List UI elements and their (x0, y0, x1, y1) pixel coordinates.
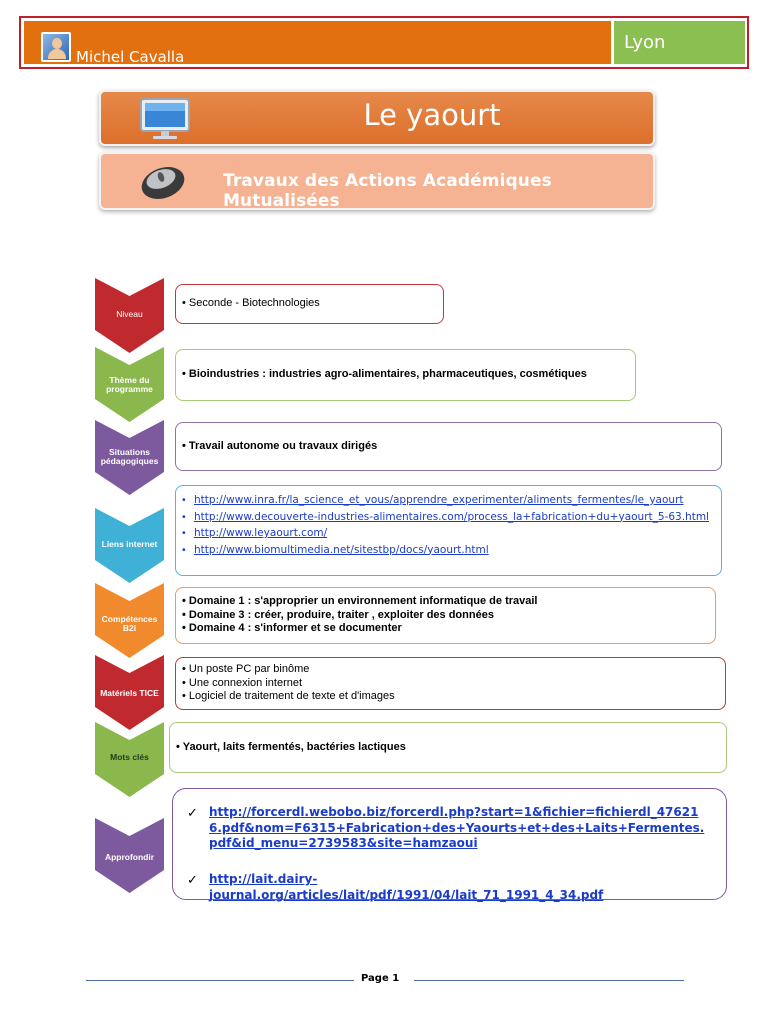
competence-line: • Domaine 1 : s'approprier un environnement informatique de travail (182, 595, 538, 607)
check-icon: ✓ (187, 872, 198, 887)
chevron-label: Thème du programme (106, 375, 153, 394)
materiel-line: • Logiciel de traitement de texte et d'images (182, 690, 395, 702)
chevron-label: Situations pédagogiques (100, 447, 159, 466)
chevron-label: Mots clés (110, 752, 149, 762)
mots-cles-box (169, 722, 727, 773)
page-header (19, 16, 749, 69)
page-title: Le yaourt (363, 98, 501, 132)
theme-box (175, 349, 636, 401)
link-item: • http://www.leyaourt.com/ (182, 527, 328, 539)
chevron-liens (95, 508, 164, 583)
competences-box (175, 587, 716, 644)
mots-cles-text: • Yaourt, laits fermentés, bactéries lactiques (176, 741, 406, 753)
link-item: • http://www.inra.fr/la_science_et_vous/apprendre_experimenter/aliments_fermentes/le_yaourt (182, 494, 684, 506)
approfondir-box (172, 788, 727, 900)
chevron-competences (95, 583, 164, 658)
author-name: Michel Cavalla (76, 48, 185, 66)
chevron-materiels (95, 655, 164, 730)
link-biomultimedia[interactable]: http://www.biomultimedia.net/sitestbp/docs/yaourt.html (194, 543, 489, 556)
page-subtitle: Travaux des Actions Académiques Mutualisées (223, 171, 552, 211)
chevron-theme (95, 347, 164, 422)
footer-rule-left (86, 980, 354, 981)
materiel-line: • Un poste PC par binôme (182, 663, 310, 675)
chevron-label: Niveau (116, 309, 143, 319)
link-item: • http://www.biomultimedia.net/sitestbp/docs/yaourt.html (182, 543, 489, 556)
link-list (182, 492, 709, 558)
link-dairy-journal[interactable]: http://lait.dairy-journal.org/articles/lait/pdf/1991/04/lait_71_1991_4_34.pdf (209, 872, 604, 902)
theme-text: • Bioindustries : industries agro-alimentaires, pharmaceutiques, cosmétiques (182, 368, 587, 380)
avatar (41, 32, 71, 62)
footer-rule-right (414, 980, 684, 981)
chevron-label: Matériels TICE (100, 688, 159, 698)
link-forcerdl[interactable]: http://forcerdl.webobo.biz/forcerdl.php?start=1&fichier=fichierdl_476216.pdf&nom=F6315+Fabrication+des+Yaourts+et+des+Laits+Fermentes.pdf&id_menu=2739583&site=hamzaoui (209, 805, 705, 850)
header-city-band (614, 21, 745, 64)
check-icon: ✓ (187, 805, 198, 820)
chevron-situations (95, 420, 164, 495)
subtitle-banner (99, 152, 655, 210)
chevron-label: Compétences B2i (101, 614, 158, 633)
header-author-band (24, 21, 611, 64)
city-name: Lyon (624, 32, 666, 53)
situations-box (175, 422, 722, 471)
mouse-icon (139, 163, 187, 201)
competence-line: • Domaine 4 : s'informer et se documenter (182, 622, 402, 634)
materiel-line: • Une connexion internet (182, 676, 303, 689)
liens-box (175, 485, 722, 576)
chevron-niveau (95, 278, 164, 353)
link-inra[interactable]: http://www.inra.fr/la_science_et_vous/apprendre_experimenter/aliments_fermentes/le_yaourt (194, 494, 684, 506)
chevron-label: Liens internet (101, 539, 158, 549)
link-item: • http://www.decouverte-industries-alimentaires.com/process_la+fabrication+du+yaourt_5-63.html (182, 510, 709, 523)
chevron-mots-cles (95, 722, 164, 797)
title-banner (99, 90, 655, 146)
situations-text: • Travail autonome ou travaux dirigés (182, 440, 378, 452)
link-decouverte[interactable]: http://www.decouverte-industries-alimentaires.com/process_la+fabrication+du+yaourt_5-63.html (194, 510, 709, 523)
competence-line: • Domaine 3 : créer, produire, traiter , exploiter des données (182, 608, 494, 621)
niveau-box (175, 284, 444, 324)
materiels-box (175, 657, 726, 710)
link-leyaourt[interactable]: http://www.leyaourt.com/ (194, 527, 328, 539)
niveau-text: • Seconde - Biotechnologies (182, 297, 320, 309)
chevron-label: Approfondir (104, 852, 155, 862)
page-number: Page 1 (361, 973, 400, 984)
chevron-approfondir (95, 818, 164, 893)
